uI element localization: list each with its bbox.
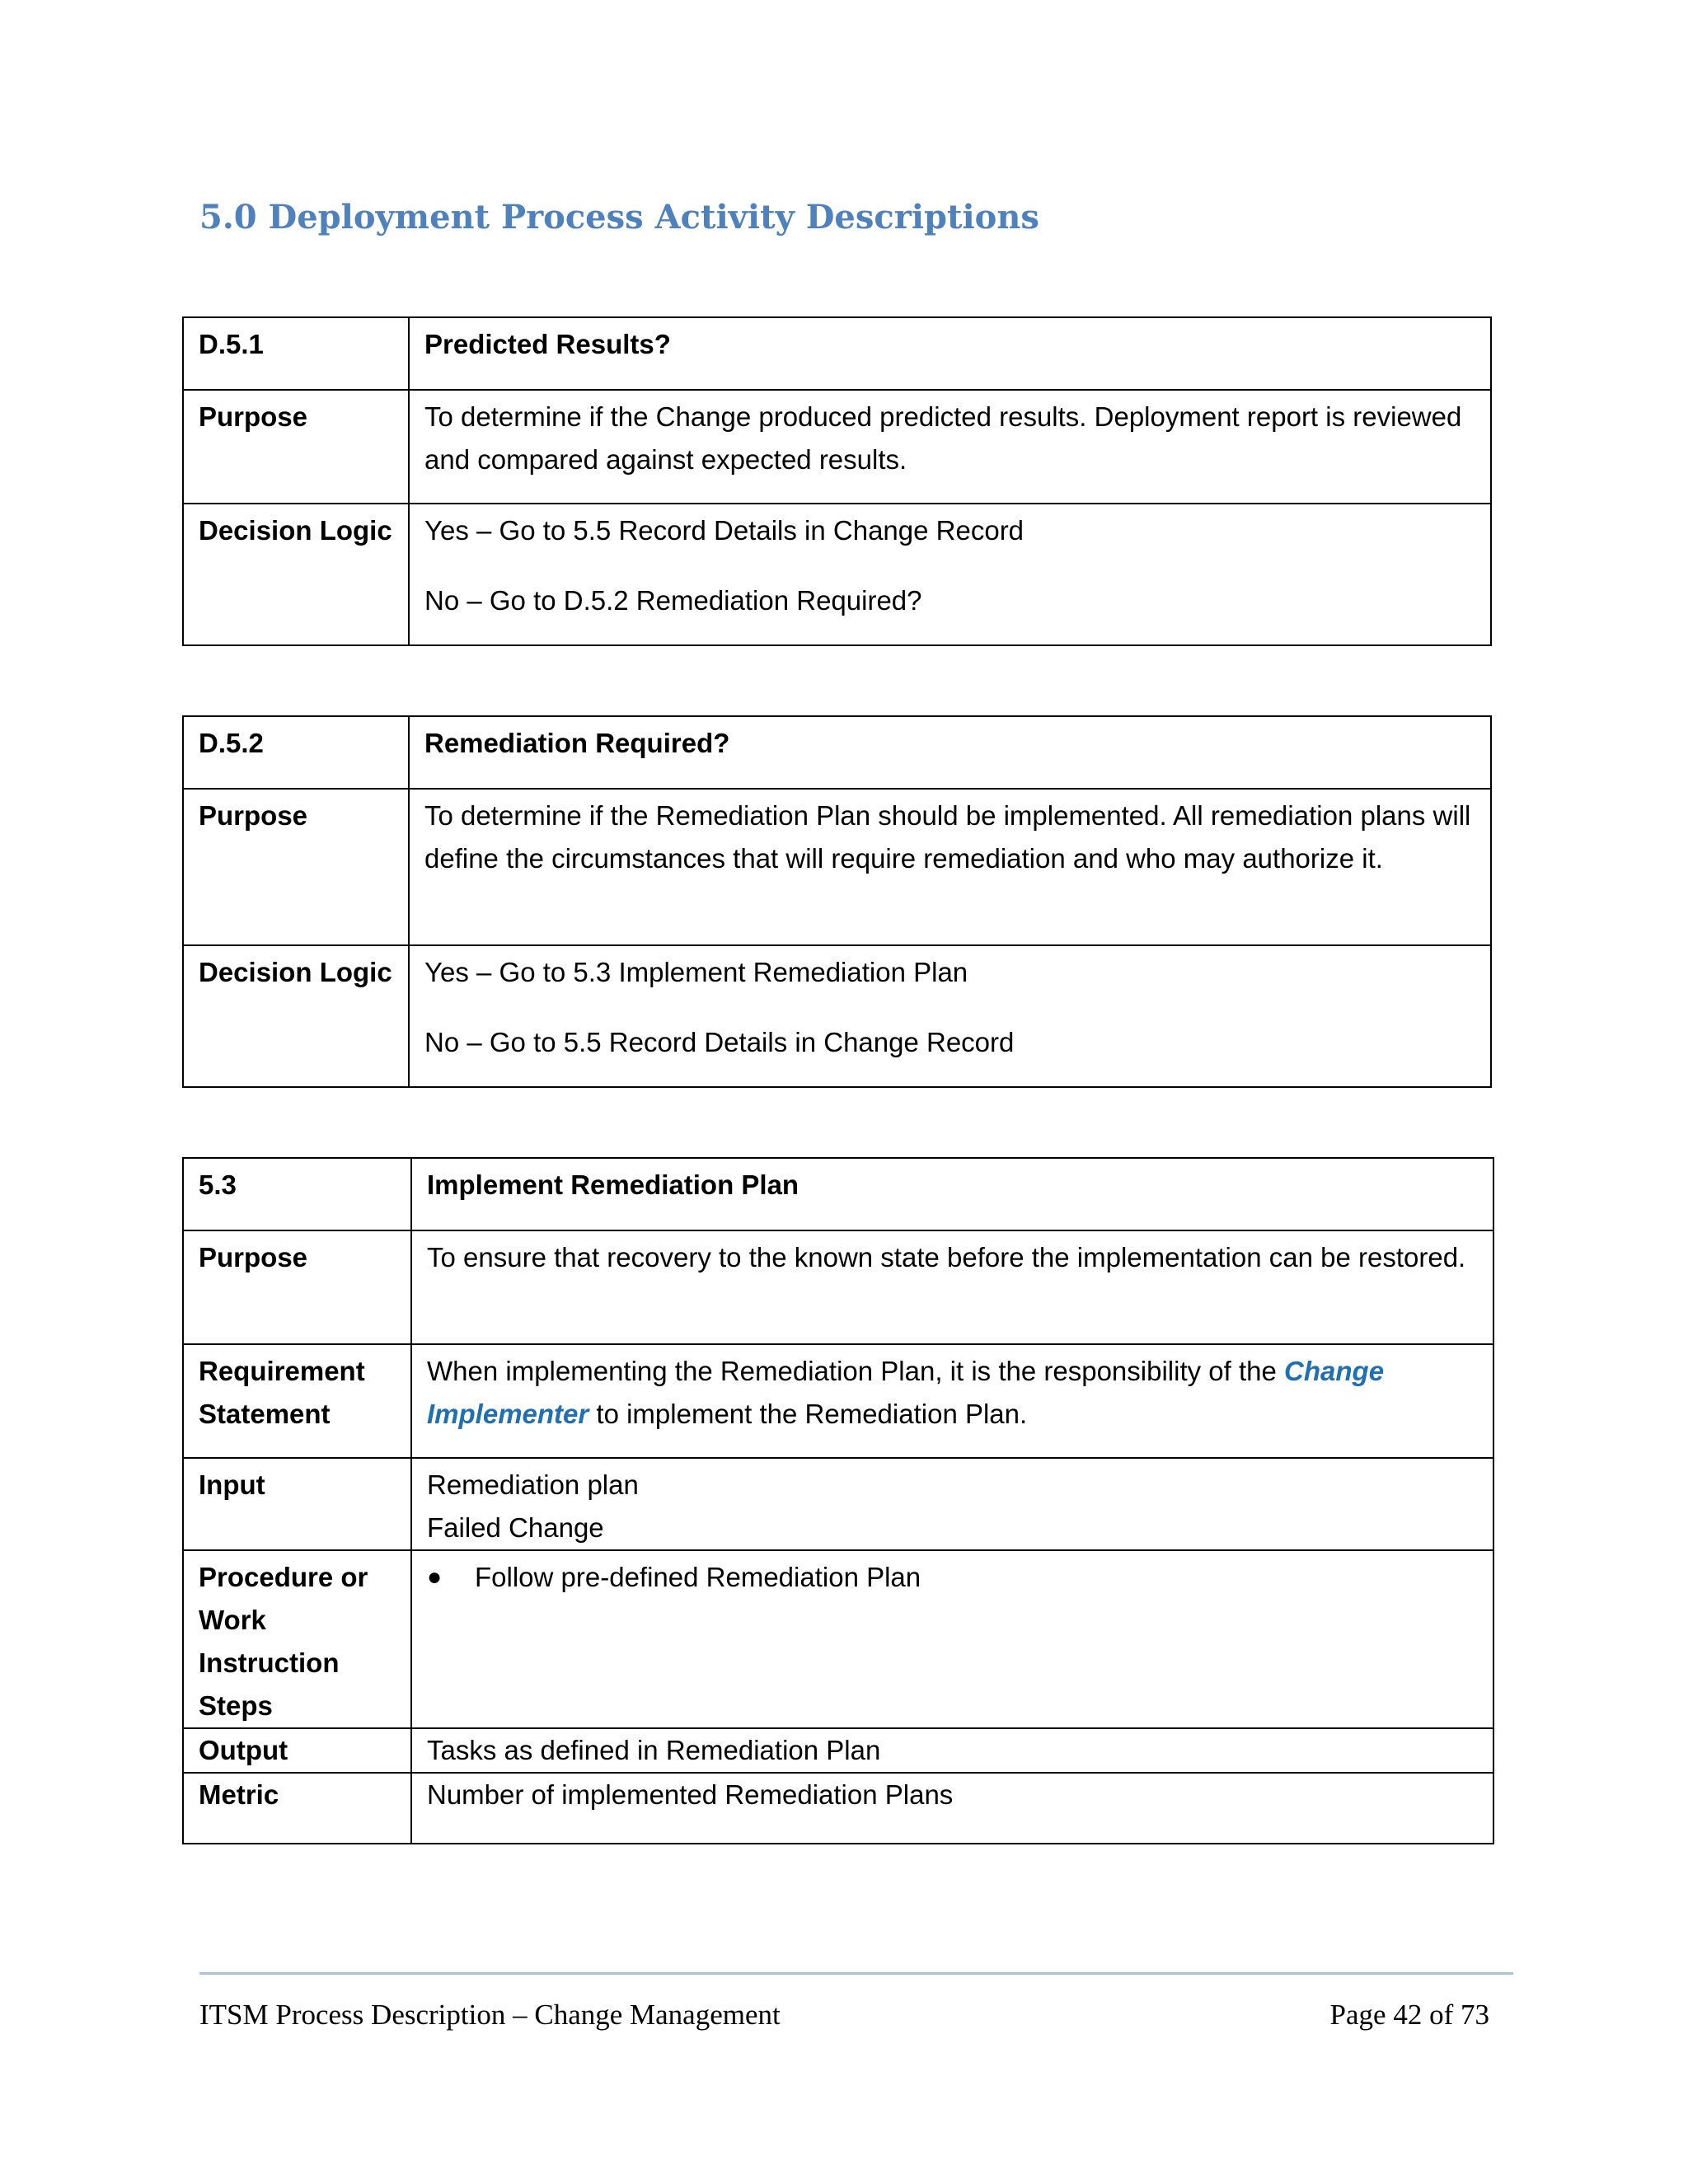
activity-id: D.5.1	[183, 317, 409, 390]
purpose-text: To ensure that recovery to the known state before the implementation can be restored.	[411, 1230, 1493, 1344]
purpose-label: Purpose	[183, 1230, 411, 1344]
requirement-label-line: Requirement	[199, 1356, 365, 1386]
activity-id: D.5.2	[183, 716, 409, 789]
decision-no: No – Go to D.5.2 Remediation Required?	[424, 585, 922, 616]
procedure-step: Follow pre-defined Remediation Plan	[475, 1562, 921, 1592]
input-label: Input	[183, 1458, 411, 1550]
decision-logic-cell	[409, 504, 1491, 645]
decision-logic-label: Decision Logic	[183, 945, 409, 1087]
procedure-steps-cell	[411, 1550, 1493, 1728]
decision-logic-label: Decision Logic	[183, 504, 409, 645]
procedure-label-line: Procedure or	[199, 1562, 368, 1592]
list-item	[427, 1556, 1478, 1599]
table-row	[183, 1230, 1493, 1344]
activity-table-5-3	[182, 1157, 1494, 1844]
metric-text: Number of implemented Remediation Plans	[411, 1773, 1493, 1844]
requirement-label-line: Statement	[199, 1399, 331, 1429]
table-row	[183, 716, 1491, 789]
requirement-text-start: When implementing the Remediation Plan, it is the responsibility of the	[427, 1356, 1285, 1386]
procedure-label	[183, 1550, 411, 1728]
footer-page-number: Page 42 of 73	[1329, 1999, 1489, 2031]
table-row	[183, 789, 1491, 945]
table-row	[183, 1773, 1493, 1844]
activity-id: 5.3	[183, 1158, 411, 1230]
requirement-statement-label	[183, 1344, 411, 1458]
table-row	[183, 317, 1491, 390]
footer-divider	[199, 1972, 1513, 1975]
table-row	[183, 1458, 1493, 1550]
activity-title: Predicted Results?	[409, 317, 1491, 390]
purpose-text: To determine if the Change produced predicted results. Deployment report is reviewed and compared against expected results.	[409, 390, 1491, 504]
table-row	[183, 390, 1491, 504]
output-text: Tasks as defined in Remediation Plan	[411, 1728, 1493, 1773]
decision-no: No – Go to 5.5 Record Details in Change Record	[424, 1027, 1015, 1057]
table-row	[183, 945, 1491, 1087]
output-label: Output	[183, 1728, 411, 1773]
table-row	[183, 1550, 1493, 1728]
requirement-statement-text	[411, 1344, 1493, 1458]
purpose-text: To determine if the Remediation Plan should be implemented. All remediation plans will define the circumstances that will require remediation and who may authorize it.	[409, 789, 1491, 945]
table-row	[183, 1344, 1493, 1458]
decision-yes: Yes – Go to 5.3 Implement Remediation Plan	[424, 957, 968, 987]
procedure-label-line: Steps	[199, 1690, 273, 1721]
bullet-icon: ●	[427, 1563, 443, 1591]
table-row	[183, 1158, 1493, 1230]
purpose-label: Purpose	[183, 390, 409, 504]
footer-document-title: ITSM Process Description – Change Management	[199, 1999, 781, 2031]
input-item: Failed Change	[427, 1512, 604, 1543]
table-row	[183, 1728, 1493, 1773]
input-cell	[411, 1458, 1493, 1550]
activity-title: Implement Remediation Plan	[411, 1158, 1493, 1230]
metric-label: Metric	[183, 1773, 411, 1844]
decision-yes: Yes – Go to 5.5 Record Details in Change Record	[424, 515, 1025, 546]
decision-logic-cell	[409, 945, 1491, 1087]
procedure-label-line: Instruction	[199, 1647, 340, 1678]
change-implementer-link[interactable]: Change Implementer	[427, 1356, 1385, 1429]
activity-title: Remediation Required?	[409, 716, 1491, 789]
input-item: Remediation plan	[427, 1469, 639, 1500]
activity-table-d-5-2	[182, 715, 1492, 1088]
activity-table-d-5-1	[182, 316, 1492, 646]
requirement-text-end: to implement the Remediation Plan.	[588, 1399, 1028, 1429]
purpose-label: Purpose	[183, 789, 409, 945]
table-row	[183, 504, 1491, 645]
page-heading: 5.0 Deployment Process Activity Descriptions	[199, 198, 1039, 237]
procedure-label-line: Work	[199, 1605, 266, 1635]
